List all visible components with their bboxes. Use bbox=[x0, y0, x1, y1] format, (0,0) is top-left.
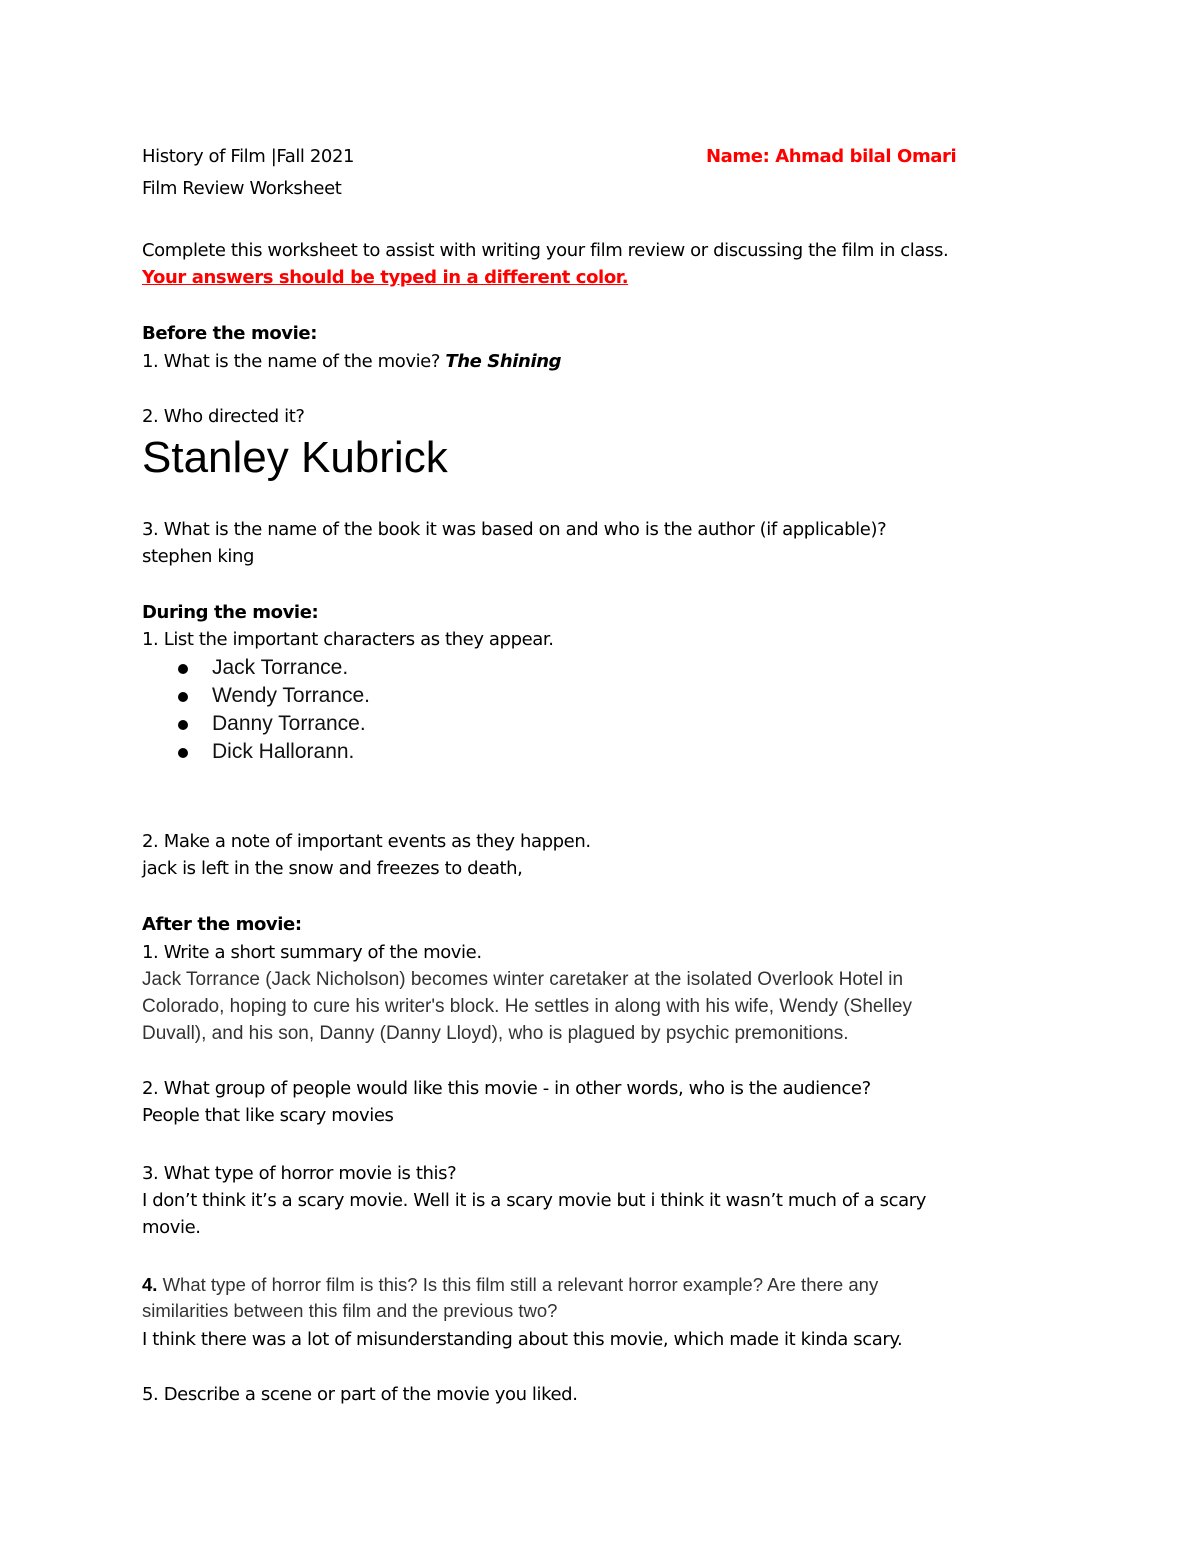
after-heading: After the movie: bbox=[142, 914, 302, 935]
question-relevance-line: similarities between this film and the previous two? bbox=[142, 1300, 558, 1321]
answer-horror-type-line: movie. bbox=[142, 1217, 201, 1238]
bullet-icon bbox=[178, 720, 188, 730]
answer-audience: People that like scary movies bbox=[142, 1105, 394, 1126]
summary-line: Jack Torrance (Jack Nicholson) becomes winter caretaker at the isolated Overlook Hotel in bbox=[142, 969, 904, 990]
answer-events: jack is left in the snow and freezes to death, bbox=[142, 858, 523, 879]
bullet-icon bbox=[178, 664, 188, 674]
question-horror-type: 3. What type of horror movie is this? bbox=[142, 1163, 457, 1184]
question-text: 1. What is the name of the movie? bbox=[142, 351, 441, 372]
answer-movie-name: The Shining bbox=[445, 351, 562, 372]
answer-director: Stanley Kubrick bbox=[142, 433, 448, 482]
summary-line: Duvall), and his son, Danny (Danny Lloyd), who is plagued by psychic premonitions. bbox=[142, 1023, 849, 1044]
question-director: 2. Who directed it? bbox=[142, 406, 305, 427]
student-name: Name: Ahmad bilal Omari bbox=[706, 146, 957, 167]
answer-relevance: I think there was a lot of misunderstanding about this movie, which made it kinda scary. bbox=[142, 1329, 903, 1350]
course-title: History of Film |Fall 2021 bbox=[142, 146, 355, 167]
during-heading: During the movie: bbox=[142, 602, 319, 623]
question-summary: 1. Write a short summary of the movie. bbox=[142, 942, 482, 963]
question-movie-name bbox=[142, 350, 561, 374]
question-characters: 1. List the important characters as they appear. bbox=[142, 629, 554, 650]
answer-horror-type-line: I don’t think it’s a scary movie. Well it is a scary movie but i think it wasn’t much of a scary bbox=[142, 1190, 927, 1211]
summary-line: Colorado, hoping to cure his writer's block. He settles in along with his wife, Wendy (Shelley bbox=[142, 996, 912, 1017]
question-text: What type of horror film is this? Is this film still a relevant horror example? Are there any bbox=[157, 1274, 879, 1295]
instructions-text: Complete this worksheet to assist with writing your film review or discussing the film in class. bbox=[142, 240, 949, 261]
before-heading: Before the movie: bbox=[142, 323, 318, 344]
question-events: 2. Make a note of important events as they happen. bbox=[142, 831, 591, 852]
list-item: Danny Torrance. bbox=[176, 710, 370, 738]
color-note: Your answers should be typed in a different color. bbox=[142, 267, 629, 288]
bullet-icon bbox=[178, 692, 188, 702]
worksheet-subtitle: Film Review Worksheet bbox=[142, 178, 342, 199]
answer-book: stephen king bbox=[142, 546, 255, 567]
question-number: 4. bbox=[142, 1274, 158, 1295]
list-item: Wendy Torrance. bbox=[176, 682, 370, 710]
list-item: Jack Torrance. bbox=[176, 654, 370, 682]
question-book: 3. What is the name of the book it was based on and who is the author (if applicable)? bbox=[142, 519, 887, 540]
question-audience: 2. What group of people would like this movie - in other words, who is the audience? bbox=[142, 1078, 871, 1099]
question-relevance bbox=[142, 1273, 878, 1297]
question-favorite-scene: 5. Describe a scene or part of the movie you liked. bbox=[142, 1384, 578, 1405]
bullet-icon bbox=[178, 748, 188, 758]
character-list bbox=[176, 654, 370, 766]
list-item: Dick Hallorann. bbox=[176, 738, 370, 766]
